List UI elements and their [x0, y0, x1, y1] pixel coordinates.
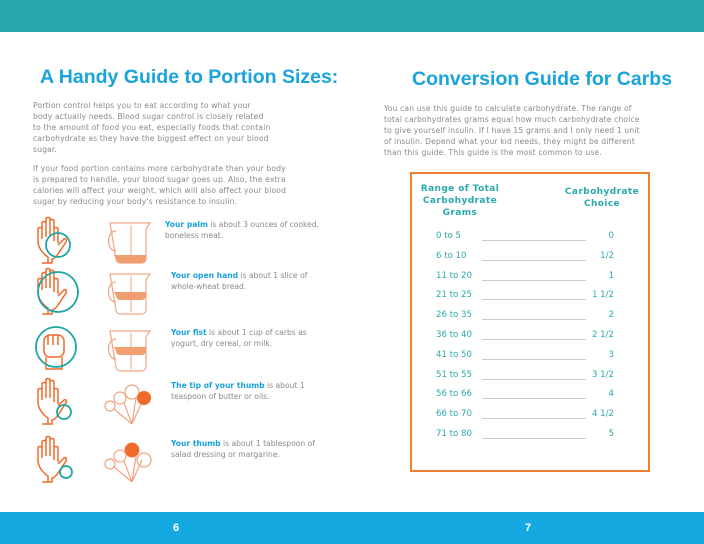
text-line: Range of Total: [420, 184, 500, 194]
portion-item-text: [165, 219, 325, 241]
table-row: [436, 310, 614, 324]
row-divider: [482, 280, 586, 281]
choice-cell: 4: [608, 389, 614, 400]
row-divider: [482, 359, 586, 360]
text-line: total carbohydrates grams equal how much carbohydrate choice: [384, 115, 640, 124]
choice-cell: 1 1/2: [591, 290, 614, 301]
portion-item-description: is about 1 tablespoon of salad dressing or margarine.: [171, 439, 315, 459]
row-divider: [482, 260, 586, 261]
right-page-title: Conversion Guide for Carbs: [412, 68, 673, 90]
header-range: [420, 183, 500, 219]
portion-item-label: Your palm: [165, 220, 208, 229]
choice-cell: 4 1/2: [591, 409, 614, 420]
measuring-cup-icon: [100, 325, 156, 379]
thumb-icon: [34, 434, 82, 490]
intro-paragraph-1: [33, 100, 270, 155]
portion-item-description: is about 1 cup of carbs as yogurt, dry cereal, or milk.: [171, 328, 307, 348]
range-cell: 6 to 10: [436, 250, 467, 261]
text-line: Carbohydrate: [422, 196, 498, 206]
table-row: [436, 409, 614, 423]
text-line: to the amount of food you eat, especially foods that contain: [33, 123, 271, 132]
text-line: of insulin. Depend what your kid needs, they might be different: [384, 137, 636, 146]
range-cell: 56 to 66: [436, 389, 472, 400]
portion-item-text: [171, 438, 331, 460]
palm-icon: [34, 215, 82, 271]
range-cell: 21 to 25: [436, 290, 472, 301]
row-divider: [482, 418, 586, 419]
measuring-spoons-icon: [100, 378, 156, 432]
row-divider: [482, 319, 586, 320]
text-line: to give yourself insulin. If I have 15 grams and I only need 1 unit: [384, 126, 640, 135]
text-line: carbohydrate as they have the biggest effect on your blood: [33, 134, 269, 143]
choice-cell: 1/2: [600, 250, 614, 261]
text-line: Grams: [442, 208, 478, 218]
measuring-cup-icon: [100, 268, 156, 322]
table-row: [436, 370, 614, 384]
portion-item-label: Your thumb: [171, 439, 221, 448]
portion-item-label: Your open hand: [171, 271, 239, 280]
text-line: Portion control helps you to eat according to what your: [33, 101, 251, 110]
portion-item-label: The tip of your thumb: [171, 381, 265, 390]
text-line: is prepared to handle, your blood sugar goes up. Also, the extra: [33, 175, 286, 184]
intro-paragraph-2: [33, 163, 286, 207]
range-cell: 26 to 35: [436, 310, 472, 321]
row-divider: [482, 240, 586, 241]
fist-icon: [34, 323, 82, 379]
text-line: calories will affect your weight, which will also affect your blood: [33, 186, 287, 195]
range-cell: 36 to 40: [436, 330, 472, 340]
row-divider: [482, 339, 586, 340]
choice-cell: 0: [608, 231, 614, 241]
page-number-right: 7: [525, 522, 532, 534]
table-row: [436, 330, 614, 344]
table-row: [436, 429, 614, 443]
table-row: [436, 251, 614, 265]
row-divider: [482, 299, 586, 300]
table-row: [436, 271, 614, 285]
portion-item-description: is about 1 teaspoon of butter or oils.: [171, 381, 305, 401]
left-page-title: A Handy Guide to Portion Sizes:: [40, 66, 339, 88]
choice-cell: 5: [608, 429, 614, 439]
row-divider: [482, 398, 586, 399]
table-row: [436, 231, 614, 245]
range-cell: 66 to 70: [436, 409, 472, 420]
row-divider: [482, 379, 586, 380]
text-line: body actually needs. Blood sugar control is closely related: [33, 112, 264, 121]
text-line: Carbohydrate: [564, 187, 640, 197]
choice-cell: 2: [608, 310, 614, 321]
portion-item-description: is about 3 ounces of cooked, boneless meat.: [165, 220, 320, 240]
text-line: You can use this guide to calculate carbohydrate. The range of: [384, 104, 632, 113]
text-line: sugar.: [33, 145, 57, 154]
measuring-cup-icon: [100, 217, 156, 271]
page-number-left: 6: [173, 522, 180, 534]
header-choice: [560, 186, 644, 210]
text-line: sugar by reducing your body's resistance to insulin.: [33, 197, 238, 206]
portion-item-text: [171, 270, 331, 292]
text-line: If your food portion contains more carbohydrate than your body: [33, 164, 286, 173]
range-cell: 51 to 55: [436, 369, 472, 380]
text-line: than this guide. This guide is the most common to use.: [384, 148, 602, 157]
thumb-tip-icon: [34, 376, 82, 432]
header-bar: [0, 0, 704, 32]
table-row: [436, 350, 614, 364]
conversion-paragraph: [384, 103, 640, 158]
text-line: Choice: [583, 199, 621, 209]
range-cell: 11 to 20: [436, 270, 472, 281]
range-cell: 0 to 5: [436, 231, 462, 241]
portion-item-text: [171, 327, 331, 349]
portion-item-description: is about 1 slice of whole-wheat bread.: [171, 271, 308, 291]
choice-cell: 3 1/2: [591, 369, 614, 380]
open-hand-icon: [34, 266, 82, 322]
footer-bar: [0, 512, 704, 544]
range-cell: 71 to 80: [436, 429, 472, 439]
measuring-spoons-icon: [100, 436, 156, 490]
portion-item-text: [171, 380, 331, 402]
range-cell: 41 to 50: [436, 349, 472, 360]
portion-item-label: Your fist: [171, 328, 207, 337]
table-row: [436, 389, 614, 403]
table-row: [436, 290, 614, 304]
choice-cell: 2 1/2: [591, 330, 614, 340]
choice-cell: 3: [608, 349, 614, 360]
choice-cell: 1: [608, 270, 614, 281]
row-divider: [482, 438, 586, 439]
